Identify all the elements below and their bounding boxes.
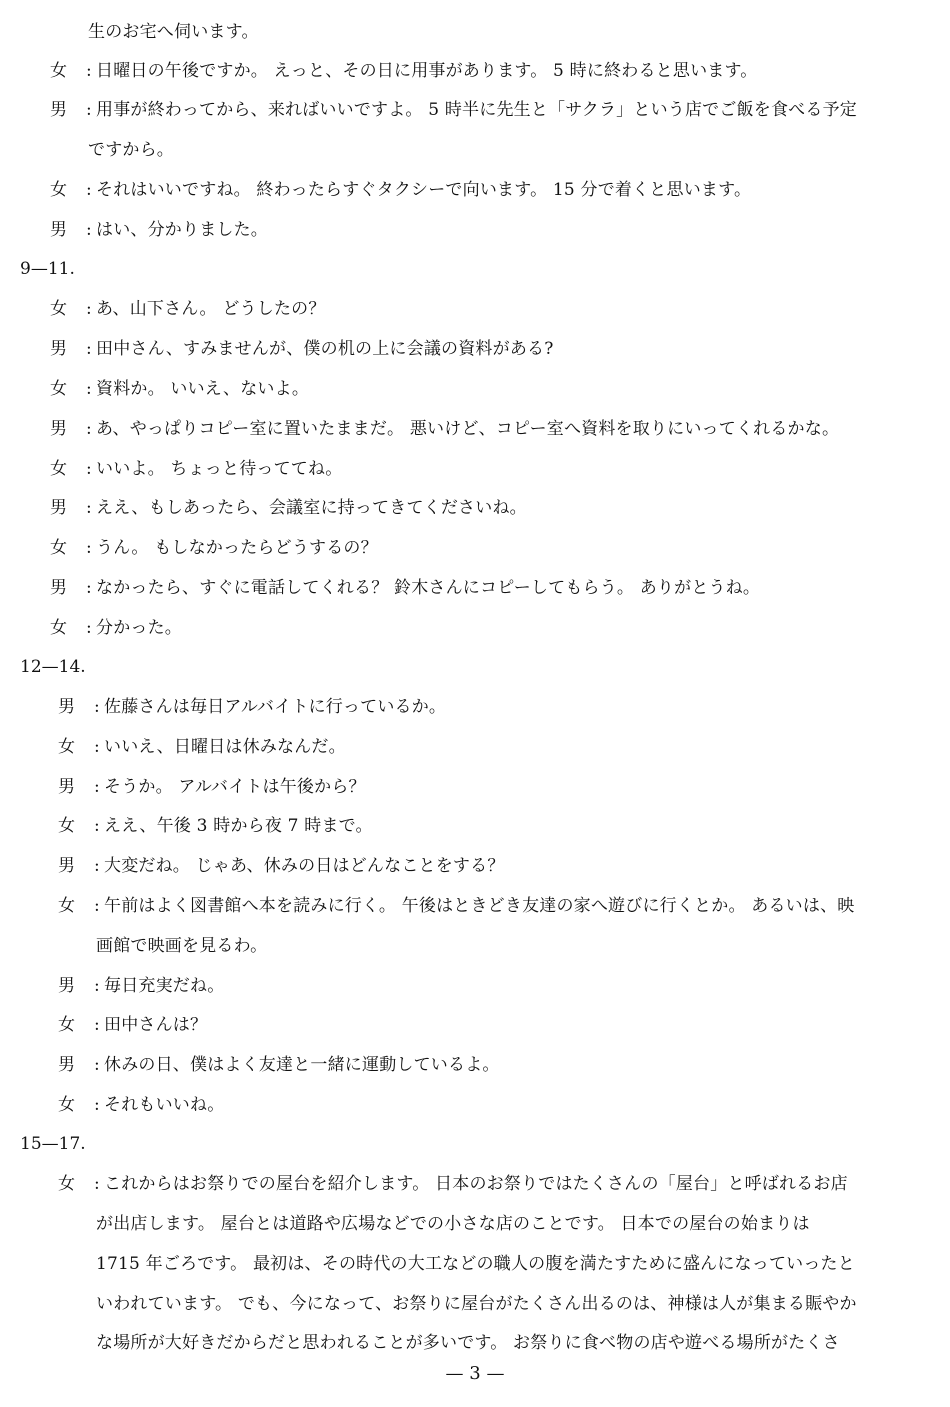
speaker-label: 男	[50, 220, 68, 240]
speaker-label: 男	[50, 419, 68, 439]
dialogue-line	[88, 138, 174, 162]
speaker-label: 女	[50, 618, 68, 638]
section-label: 9—11.	[20, 259, 75, 279]
speaker-label: 男	[58, 697, 76, 717]
dialogue-line	[96, 1292, 857, 1316]
line-text: な場所が大好きだからだと思われることが多いです。 お祭りに食べ物の店や遊べる場所がたくさ	[96, 1333, 840, 1353]
line-text: ですから。	[88, 140, 174, 160]
dialogue-line: 女 : 分かった。	[50, 618, 182, 638]
line-text: 毎日充実だね。	[104, 976, 225, 996]
speaker-label: 男	[50, 339, 68, 359]
dialogue-line	[96, 1212, 810, 1236]
speaker-label: 男	[58, 976, 76, 996]
dialogue-line: 男 : なかったら、すぐに電話してくれる？ 鈴木さんにコピーしてもらう。 ありがとうね。	[50, 578, 761, 598]
speaker-label: 男	[50, 578, 68, 598]
speaker-label: 女	[50, 538, 68, 558]
speaker-label: 男	[58, 1055, 76, 1075]
line-text: いいえ、日曜日は休みなんだ。	[104, 737, 346, 757]
line-text: これからはお祭りでの屋台を紹介します。 日本のお祭りではたくさんの「屋台」と呼ばれるお店	[104, 1174, 848, 1194]
line-text: 田中さん、すみませんが、僕の机の上に会議の資料がある?	[96, 339, 554, 359]
dialogue-line: 女 : ええ、午後 3 時から夜 7 時まで。	[58, 816, 373, 836]
dialogue-line: 男 : 休みの日、僕はよく友達と一緒に運動しているよ。	[58, 1055, 500, 1075]
dialogue-line	[96, 1331, 840, 1355]
line-text: はい、分かりました。	[96, 220, 268, 240]
dialogue-line: 女 : それもいいね。	[58, 1095, 225, 1115]
line-text: 画館で映画を見るわ。	[96, 936, 268, 956]
line-text: 田中さんは？	[104, 1015, 208, 1035]
line-text: あ、山下さん。 どうしたの？	[96, 299, 326, 319]
speaker-label: 男	[50, 100, 68, 120]
dialogue-line: 男 : 用事が終わってから、来ればいいですよ。 5 時半に先生と「サクラ」という店でご飯を食べる予定	[50, 100, 857, 120]
speaker-label: 男	[58, 777, 76, 797]
line-text: それもいいね。	[104, 1095, 225, 1115]
line-text: あ、やっぱりコピー室に置いたままだ。 悪いけど、コピー室へ資料を取りにいってくれるかな。	[96, 419, 840, 439]
line-text: 大変だね。 じゃあ、休みの日はどんなことをする？	[104, 856, 505, 876]
dialogue-line: 男 : 佐藤さんは毎日アルバイトに行っているか。	[58, 697, 447, 717]
dialogue-line: 男 : そうか。 アルバイトは午後から？	[58, 777, 366, 797]
line-text: が出店します。 屋台とは道路や広場などでの小さな店のことです。 日本での屋台の始まりは	[96, 1214, 810, 1234]
dialogue-line: 女 : 資料か。 いいえ、ないよ。	[50, 379, 310, 399]
speaker-label: 女	[50, 299, 68, 319]
dialogue-line: 男 : 毎日充実だね。	[58, 976, 225, 996]
speaker-label: 女	[58, 1015, 76, 1035]
section-label: 15—17.	[20, 1134, 86, 1154]
line-text: 用事が終わってから、来ればいいですよ。 5 時半に先生と「サクラ」という店でご飯を食べる予定	[96, 100, 857, 120]
dialogue-line	[96, 934, 267, 958]
dialogue-line: 男 : 田中さん、すみませんが、僕の机の上に会議の資料がある?	[50, 339, 554, 359]
line-text: 休みの日、僕はよく友達と一緒に運動しているよ。	[104, 1055, 500, 1075]
dialogue-line: 女 : 田中さんは？	[58, 1015, 208, 1035]
speaker-label: 女	[58, 1174, 76, 1194]
dialogue-line	[96, 1252, 855, 1276]
dialogue-line: 女 : いいえ、日曜日は休みなんだ。	[58, 737, 346, 757]
line-text: それはいいですね。 終わったらすぐタクシーで向います。 15 分で着くと思います。	[96, 180, 752, 200]
speaker-label: 女	[50, 61, 68, 81]
line-text: 午前はよく図書館へ本を読みに行く。 午後はときどき友達の家へ遊びに行くとか。 あるいは、映	[104, 896, 855, 916]
speaker-label: 女	[50, 180, 68, 200]
line-text: なかったら、すぐに電話してくれる？ 鈴木さんにコピーしてもらう。 ありがとうね。	[96, 578, 761, 598]
speaker-label: 女	[50, 379, 68, 399]
line-text: 1715 年ごろです。 最初は、その時代の大工などの職人の腹を満たすために盛んになっていったと	[96, 1254, 855, 1274]
section-label: 12—14.	[20, 657, 86, 677]
speaker-label: 女	[58, 896, 76, 916]
dialogue-line: 男 : はい、分かりました。	[50, 220, 268, 240]
speaker-label: 男	[58, 856, 76, 876]
dialogue-line: 男 : 大変だね。 じゃあ、休みの日はどんなことをする？	[58, 856, 505, 876]
line-text: うん。 もしなかったらどうするの？	[96, 538, 378, 558]
dialogue-line	[88, 20, 259, 44]
speaker-label: 女	[58, 737, 76, 757]
speaker-label: 女	[50, 459, 68, 479]
dialogue-line: 男 : ええ、もしあったら、会議室に持ってきてくださいね。	[50, 498, 527, 518]
line-text: 生のお宅へ伺います。	[88, 22, 259, 42]
line-text: 日曜日の午後ですか。 えっと、その日に用事があります。 5 時に終わると思います。	[96, 61, 758, 81]
dialogue-line: 女 : いいよ。 ちょっと待っててね。	[50, 459, 343, 479]
line-text: 分かった。	[96, 618, 182, 638]
line-text: いわれています。 でも、今になって、お祭りに屋台がたくさん出るのは、神様は人が集まる賑やか	[96, 1294, 857, 1314]
line-text: ええ、もしあったら、会議室に持ってきてくださいね。	[96, 498, 527, 518]
speaker-label: 女	[58, 816, 76, 836]
line-text: いいよ。 ちょっと待っててね。	[96, 459, 343, 479]
dialogue-line: 女 : あ、山下さん。 どうしたの？	[50, 299, 326, 319]
dialogue-line: 女 : 日曜日の午後ですか。 えっと、その日に用事があります。 5 時に終わると思います。	[50, 61, 758, 81]
dialogue-line: 女 : これからはお祭りでの屋台を紹介します。 日本のお祭りではたくさんの「屋台」と呼ばれるお店	[58, 1174, 848, 1194]
line-text: そうか。 アルバイトは午後から？	[104, 777, 366, 797]
dialogue-line: 女 : うん。 もしなかったらどうするの？	[50, 538, 378, 558]
line-text: 資料か。 いいえ、ないよ。	[96, 379, 310, 399]
dialogue-line: 女 : それはいいですね。 終わったらすぐタクシーで向います。 15 分で着くと思います。	[50, 180, 752, 200]
dialogue-line: 女 : 午前はよく図書館へ本を読みに行く。 午後はときどき友達の家へ遊びに行くとか。 あるいは、映	[58, 896, 855, 916]
speaker-label: 女	[58, 1095, 76, 1115]
page-number: — 3 —	[445, 1363, 505, 1384]
speaker-label: 男	[50, 498, 68, 518]
dialogue-line: 男 : あ、やっぱりコピー室に置いたままだ。 悪いけど、コピー室へ資料を取りにいってくれるかな。	[50, 419, 840, 439]
line-text: 佐藤さんは毎日アルバイトに行っているか。	[104, 697, 447, 717]
line-text: ええ、午後 3 時から夜 7 時まで。	[104, 816, 373, 836]
